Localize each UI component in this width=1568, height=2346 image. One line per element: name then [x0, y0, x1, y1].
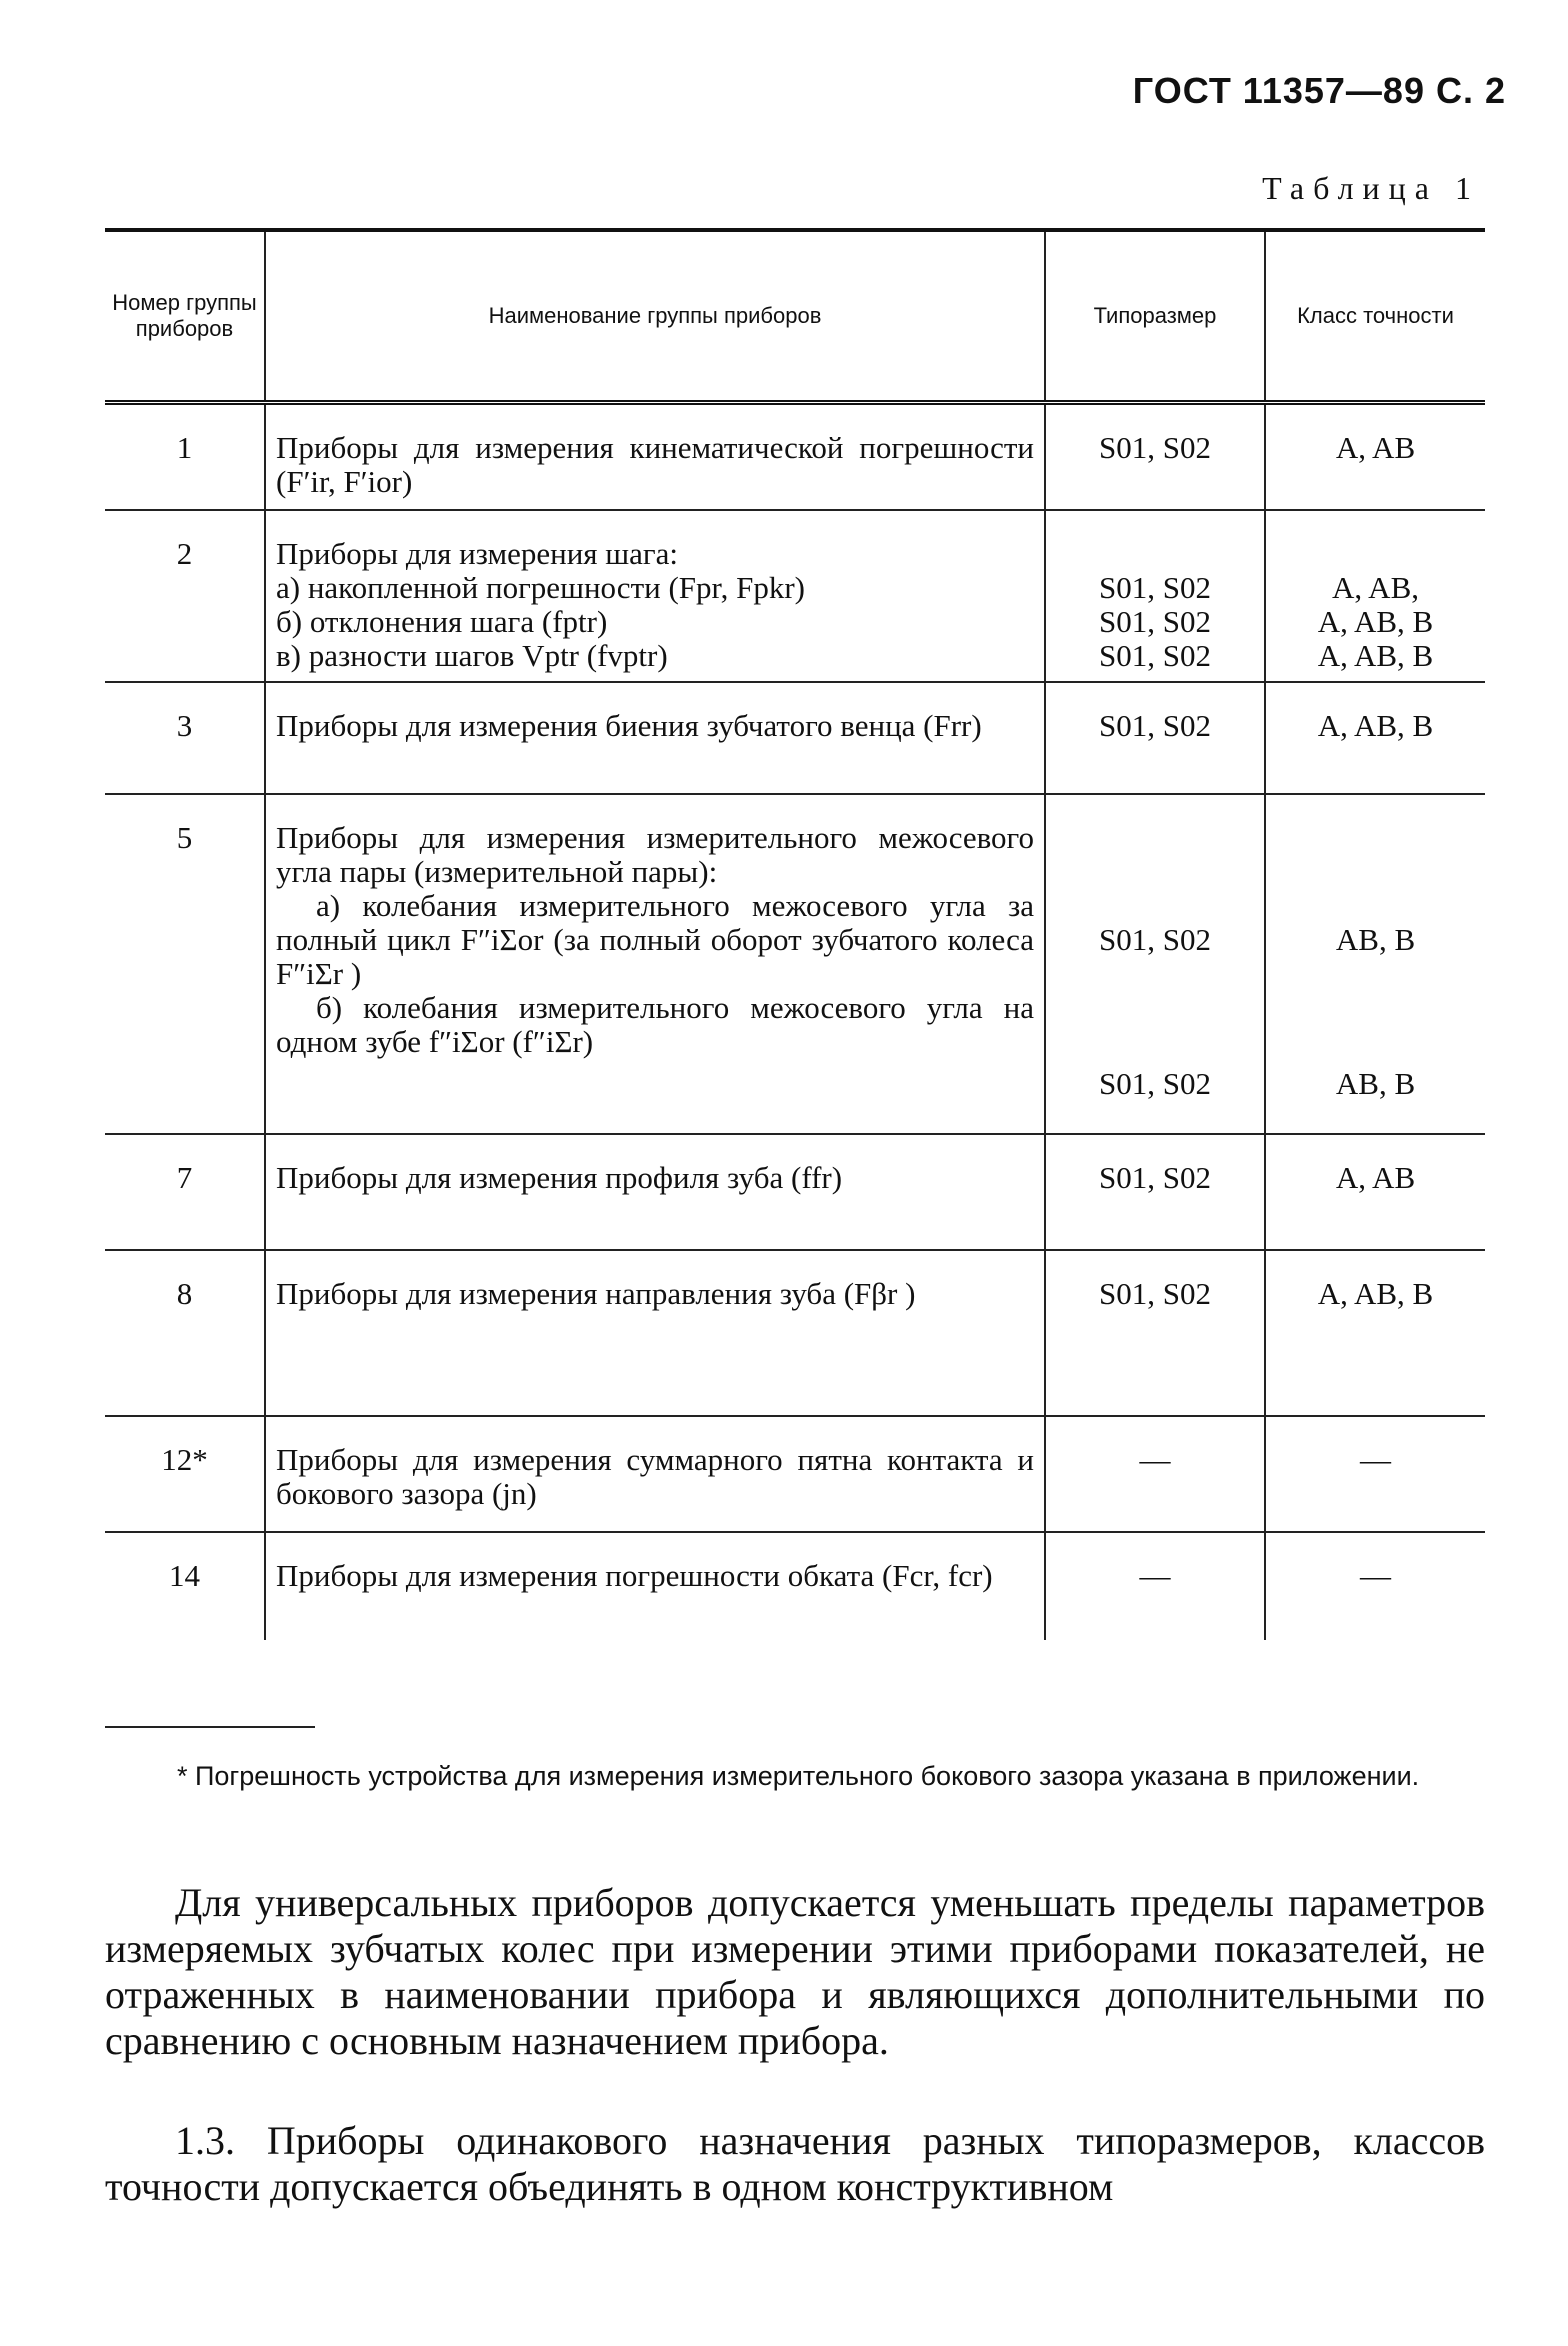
name-line: Приборы для измерения измерительного межосевого угла пары (измерительной пары): [276, 820, 1034, 889]
name-line: а) накопленной погрешности (Fpr, Fpkr) [276, 570, 805, 605]
class-line: AB, B [1335, 922, 1416, 957]
size-line: S01, S02 [1099, 922, 1211, 957]
table-header-row [105, 230, 1485, 402]
class-line: A, AB, B [1317, 604, 1434, 639]
table-row [105, 794, 1485, 1134]
class-line: AB, B [1335, 1066, 1416, 1101]
group-number: 2 [105, 510, 265, 682]
table-row [105, 682, 1485, 794]
page-header: ГОСТ 11357—89 С. 2 [1132, 70, 1506, 111]
column-header-size: Типоразмер [1045, 230, 1265, 402]
group-name: Приборы для измерения биения зубчатого венца (Frr) [265, 682, 1045, 794]
group-name: Приборы для измерения направления зуба (Fβr ) [265, 1250, 1045, 1416]
table-caption: Таблица 1 [1262, 170, 1480, 206]
class-line: A, AB, [1332, 570, 1419, 605]
size-line: S01, S02 [1099, 638, 1211, 673]
class-cell: — [1265, 1532, 1485, 1640]
class-cell: A, AB [1265, 1134, 1485, 1250]
footnote: * Погрешность устройства для измерения измерительного бокового зазора указана в приложении. [177, 1761, 1420, 1791]
size-cell: — [1045, 1416, 1265, 1532]
table-row [105, 1416, 1485, 1532]
class-cell: — [1265, 1416, 1485, 1532]
footnote-divider [105, 1726, 315, 1728]
size-cell: S01, S02 [1045, 682, 1265, 794]
table-row [105, 402, 1485, 510]
name-line: б) отклонения шага (fptr) [276, 604, 608, 639]
group-name: Приборы для измерения профиля зуба (ffr) [265, 1134, 1045, 1250]
size-cell: — [1045, 1532, 1265, 1640]
instrument-groups-table [105, 228, 1485, 1640]
group-number: 8 [105, 1250, 265, 1416]
size-cell: S01, S02 [1045, 1134, 1265, 1250]
group-number: 1 [105, 402, 265, 510]
column-header-number: Номер группы приборов [105, 230, 265, 402]
class-line: A, AB, B [1317, 638, 1434, 673]
group-name: Приборы для измерения погрешности обката (Fcr, fcr) [265, 1532, 1045, 1640]
class-cell: A, AB, B [1265, 682, 1485, 794]
group-name: Приборы для измерения кинематической погрешности (F′ir, F′ior) [265, 402, 1045, 510]
group-name: Приборы для измерения суммарного пятна контакта и бокового зазора (jn) [265, 1416, 1045, 1532]
group-name [265, 794, 1045, 1134]
group-number: 12* [105, 1416, 265, 1532]
paragraph: 1.3. Приборы одинакового назначения разных типоразмеров, классов точности допускается объединять в одном конструктивном [105, 2118, 1485, 2209]
size-cell: S01, S02 [1045, 402, 1265, 510]
column-header-class: Класс точности [1265, 230, 1485, 402]
size-cell: S01, S02 [1045, 1250, 1265, 1416]
group-number: 7 [105, 1134, 265, 1250]
size-cell [1045, 794, 1265, 1134]
name-line: в) разности шагов Vptr (fvptr) [276, 638, 668, 673]
table-row [105, 1134, 1485, 1250]
table-row [105, 510, 1485, 682]
name-line: а) колебания измерительного межосевого угла за полный цикл F″iΣor (за полный оборот зубчатого колеса F″iΣr ) [276, 888, 1034, 991]
table-row [105, 1250, 1485, 1416]
column-header-name: Наименование группы приборов [265, 230, 1045, 402]
size-line [1056, 537, 1254, 571]
name-line: Приборы для измерения шага: [276, 536, 679, 571]
group-name [265, 510, 1045, 682]
group-number: 5 [105, 794, 265, 1134]
class-line [1276, 537, 1475, 571]
class-cell [1265, 794, 1485, 1134]
group-number: 14 [169, 1558, 200, 1593]
class-cell: A, AB, B [1265, 1250, 1485, 1416]
class-cell [1265, 510, 1485, 682]
size-line: S01, S02 [1099, 1066, 1211, 1101]
name-line: б) колебания измерительного межосевого угла на одном зубе f″iΣor (f″iΣr) [276, 990, 1034, 1059]
size-line: S01, S02 [1099, 604, 1211, 639]
paragraph: Для универсальных приборов допускается уменьшать пределы параметров измеряемых зубчатых колес при измерении этими приборами показателей, не отраженных в наименовании прибора и являющихся дополнительными по сравнению с основным назначением прибора. [105, 1880, 1485, 2063]
class-cell: A, AB [1265, 402, 1485, 510]
size-cell [1045, 510, 1265, 682]
group-number: 3 [105, 682, 265, 794]
size-line: S01, S02 [1099, 570, 1211, 605]
table-row [105, 1532, 1485, 1640]
